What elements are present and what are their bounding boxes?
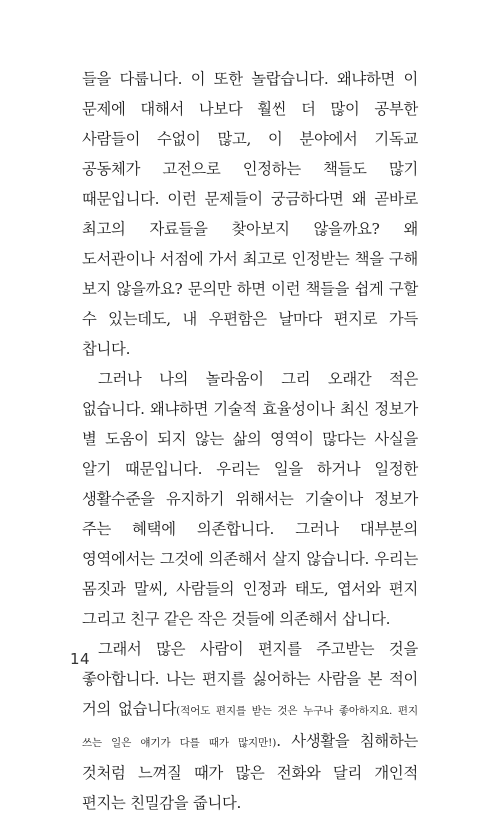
- paragraph-2: [82, 364, 418, 634]
- paragraph-1: [82, 64, 418, 364]
- paragraph-3-parenthetical-note: (적어도 편지를 받는 것은 누구나 좋아하지요. 편지 쓰는 일은 얘기가 다를 때가 많지만!): [82, 705, 418, 749]
- page-number: 14: [70, 650, 91, 668]
- paragraph-3: [82, 634, 418, 818]
- paragraph-3-text-before: 그래서 많은 사람이 편지를 주고받는 것을 좋아합니다. 나는 편지를 싫어하는 사람을 본 적이 거의 없습니다: [82, 640, 418, 718]
- paragraph-3-text-after: . 사생활을 침해하는 것처럼 느껴질 때가 많은 전화와 달리 개인적 편지는 친밀감을 줍니다.: [82, 732, 418, 812]
- paragraph-2-text: 그러나 나의 놀라움이 그리 오래간 적은 없습니다. 왜냐하면 기술적 효율성이나 최신 정보가 별 도움이 되지 않는 삶의 영역이 많다는 사실을 알기 때문입니다. 우리는 일을 하거나 일정한 생활수준을 유지하기 위해서는 기술이나 정보가 주는 혜택에 의존합니다. 그러나 대부분의 영역에서는 그것에 의존해서 살지 않습니다. 우리는 몸짓과 말씨, 사람들의 인정과 태도, 엽서와 편지 그리고 친구 같은 작은 것들에 의존해서 삽니다.: [82, 370, 418, 628]
- body-text: [82, 64, 418, 818]
- paragraph-1-text: 들을 다룹니다. 이 또한 놀랍습니다. 왜냐하면 이 문제에 대해서 나보다 훨씬 더 많이 공부한 사람들이 수없이 많고, 이 분야에서 기독교 공동체가 고전으로 인정하는 책들도 많기 때문입니다. 이런 문제들이 궁금하다면 왜 곧바로 최고의 자료들을 찾아보지 않을까요? 왜 도서관이나 서점에 가서 최고로 인정받는 책을 구해 보지 않을까요? 문의만 하면 이런 책들을 쉽게 구할 수 있는데도, 내 우편함은 날마다 편지로 가득 찹니다.: [82, 70, 418, 358]
